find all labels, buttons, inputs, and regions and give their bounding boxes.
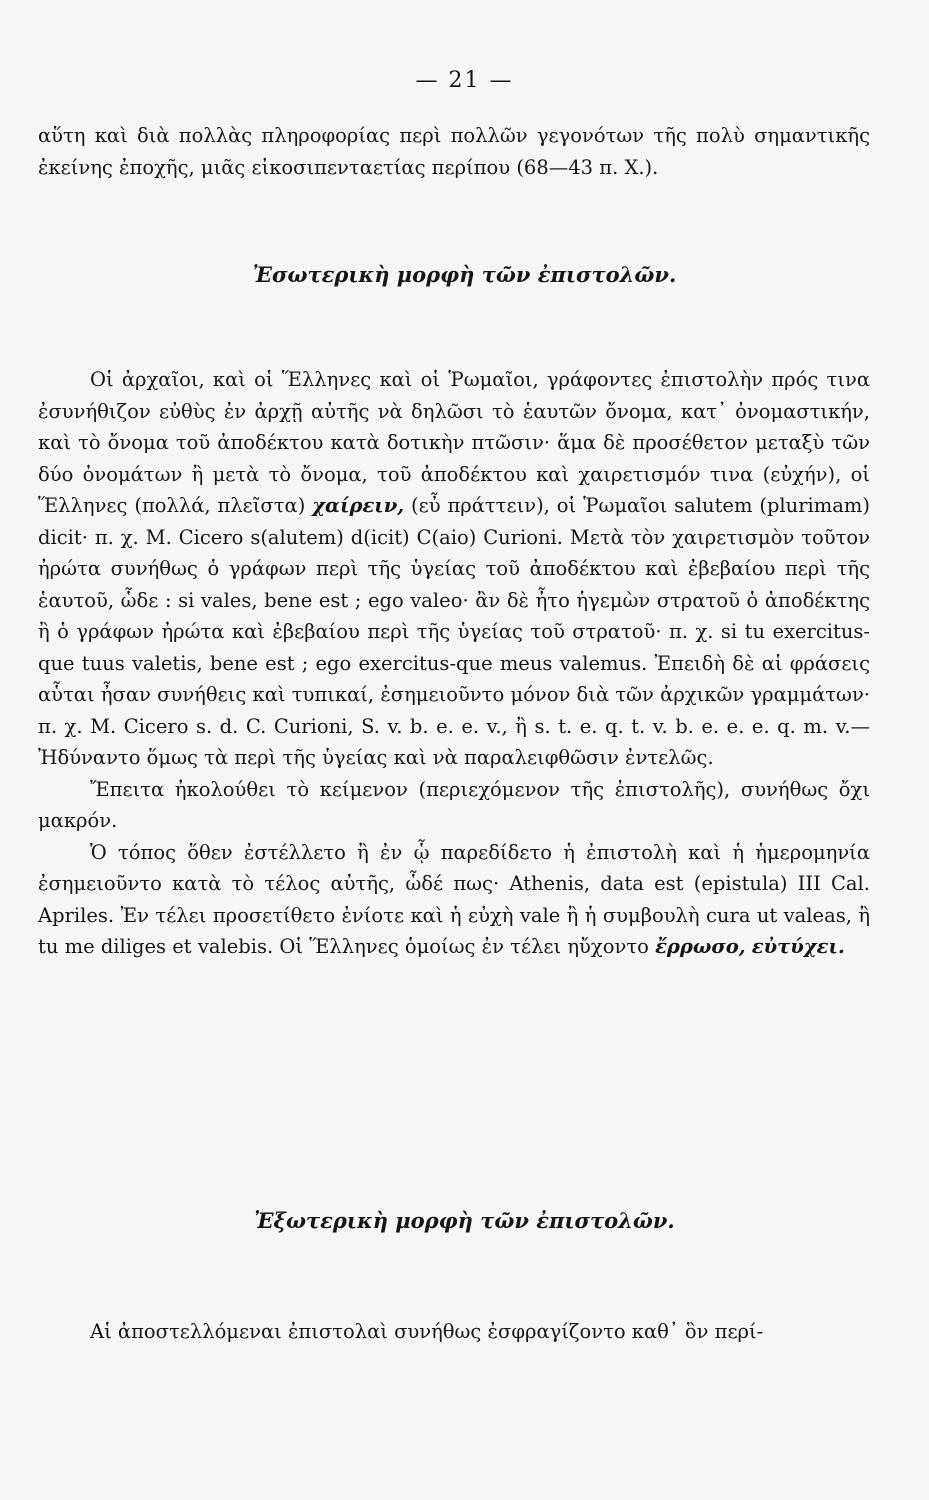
paragraph-place-date bbox=[38, 837, 870, 963]
outer-form-body bbox=[38, 1316, 870, 1348]
paragraph-sealing: Αἱ ἀποστελλόμεναι ἐπιστολαὶ συνήθως ἐσφραγίζοντο καθ᾽ ὃν περί- bbox=[90, 1320, 764, 1343]
paragraph-greeting-end: (εὖ πράττειν), οἱ Ῥωμαῖοι salutem (plurimam) dicit· π. χ. M. Cicero s(alutem) d(icit) C(aio) Curioni. Μετὰ τὸν χαιρετισμὸν τοῦτον ἠρώτα συνήθως ὁ γράφων περὶ τῆς ὑγείας τοῦ ἀποδέκτου καὶ ἐβεβαίου περὶ τῆς ἑαυτοῦ, ὧδε : si vales, bene est ; ego valeo· ἂν δὲ ἦτο ἡγεμὼν στρατοῦ ὁ ἀποδέκτης ἢ ὁ γράφων ἠρώτα καὶ ἐβεβαίου περὶ τῆς ὑγείας τοῦ στρατοῦ· π. χ. si tu exercitus-que tuus valetis, bene est ; ego exercitus-que meus valemus. Ἐπειδὴ δὲ αἱ φράσεις αὗται ἦσαν συνήθεις καὶ τυπικαί, ἐσημειοῦντο μόνον διὰ τῶν ἀρχικῶν γραμμάτων· π. χ. M. Cicero s. d. C. Curioni, S. v. b. e. e. v., ἢ s. t. e. q. t. v. b. e. e. e. q. m. v.— Ἠδύναντο ὅμως τὰ περὶ τῆς ὑγείας καὶ νὰ παραλειφθῶσιν ἐντελῶς. bbox=[38, 494, 870, 769]
intro-paragraph bbox=[38, 120, 870, 183]
inner-form-body bbox=[38, 364, 870, 963]
section-heading-inner-form: Ἐσωτερικὴ μορφὴ τῶν ἐπιστολῶν. bbox=[252, 262, 677, 287]
paragraph-place-date-start: Ὁ τόπος ὅθεν ἐστέλλετο ἢ ἐν ᾧ παρεδίδετο ἡ ἐπιστολὴ καὶ ἡ ἡμερομηνία ἐσημειοῦντο κατὰ τὸ τέλος αὐτῆς, ὧδέ πως· Athenis, data est (epistula) III Cal. Apriles. Ἐν τέλει προσετίθετο ἐνίοτε καὶ ἡ εὐχὴ vale ἢ ἡ συμβουλὴ cura ut valeas, ἢ tu me diliges et valebis. Οἱ Ἕλληνες ὁμοίως ἐν τέλει ηὔχοντο bbox=[38, 840, 870, 958]
intro-text: αὕτη καὶ διὰ πολλὰς πληροφορίας περὶ πολλῶν γεγονότων τῆς πολὺ σημαντικῆς ἐκείνης ἐποχῆς, μιᾶς εἰκοσιπενταετίας περίπου (68—43 π. Χ.). bbox=[38, 124, 870, 179]
section-heading-outer-form: Ἐξωτερικὴ μορφὴ τῶν ἐπιστολῶν. bbox=[254, 1208, 675, 1233]
page-number: — 21 — bbox=[415, 68, 514, 93]
term-chairein: χαίρειν, bbox=[312, 494, 405, 517]
term-eutychei: εὐτύχει. bbox=[751, 935, 845, 958]
paragraph-greeting bbox=[38, 364, 870, 774]
term-errosso: ἔρρωσο, bbox=[655, 935, 746, 958]
paragraph-greeting-start: Οἱ ἀρχαῖοι, καὶ οἱ Ἕλληνες καὶ οἱ Ῥωμαῖοι, γράφοντες ἐπιστολὴν πρός τινα ἐσυνήθιζον εὐθὺς ἐν ἀρχῇ αὐτῆς νὰ δηλῶσι τὸ ἑαυτῶν ὄνομα, κατ᾽ ὀνομαστικήν, καὶ τὸ ὄνομα τοῦ ἀποδέκτου κατὰ δοτικὴν πτῶσιν· ἅμα δὲ προσέθετον μεταξὺ τῶν δύο ὀνομάτων ἢ μετὰ τὸ ὄνομα, τοῦ ἀποδέκτου καὶ χαιρετισμόν τινα (εὐχήν), οἱ Ἕλληνες (πολλά, πλεῖστα) bbox=[38, 368, 870, 517]
paragraph-content: Ἔπειτα ἠκολούθει τὸ κείμενον (περιεχόμενον τῆς ἐπιστολῆς), συνήθως ὄχι μακρόν. bbox=[38, 777, 870, 832]
